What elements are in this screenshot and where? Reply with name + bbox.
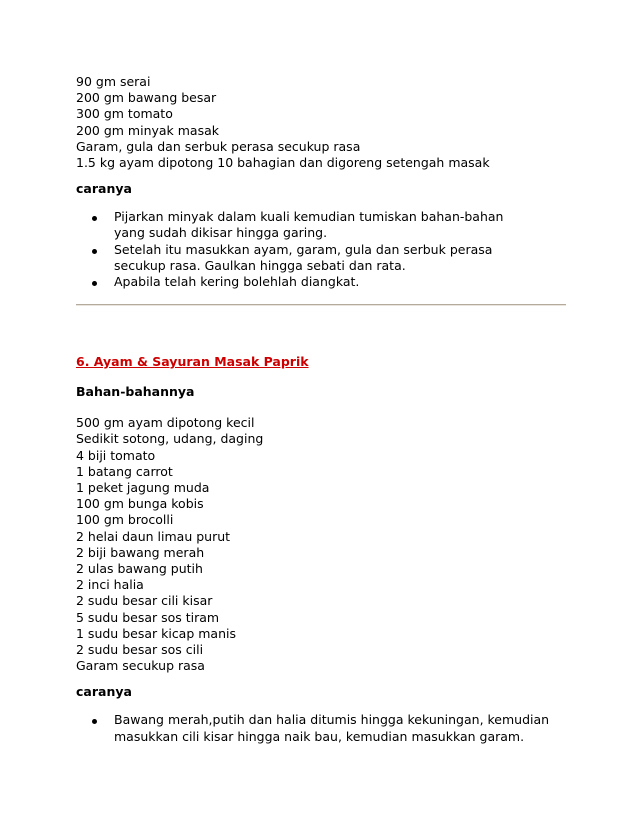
ingredient-line: 2 inci halia [76, 577, 144, 593]
method-step [76, 712, 554, 744]
step-text: Pijarkan minyak dalam kuali kemudian tumiskan bahan-bahan yang sudah dikisar hingga garing. [114, 209, 504, 241]
horizontal-divider [76, 304, 566, 306]
ingredient-line: 200 gm bawang besar [76, 90, 217, 106]
step-text: Bawang merah,putih dan halia ditumis hingga kekuningan, kemudian masukkan cili kisar hingga naik bau, kemudian masukkan garam. [114, 712, 550, 744]
method-steps [76, 712, 554, 744]
ingredient-line: 2 biji bawang merah [76, 544, 205, 560]
ingredient-line: 100 gm bunga kobis [76, 496, 204, 512]
ingredient-line: 2 sudu besar sos cili [76, 642, 204, 658]
ingredient-line: 1 batang carrot [76, 463, 173, 479]
ingredient-line: 1 peket jagung muda [76, 480, 210, 496]
section-title[interactable]: 6. Ayam & Sayuran Masak Paprik [76, 354, 309, 370]
ingredient-list [76, 415, 566, 674]
method-heading: caranya [76, 684, 132, 700]
ingredient-line: 2 helai daun limau purut [76, 528, 231, 544]
ingredient-list [76, 74, 566, 171]
bullet-icon [92, 719, 97, 724]
ingredient-line: Sedikit sotong, udang, daging [76, 431, 264, 447]
ingredient-line: 200 gm minyak masak [76, 122, 220, 138]
method-step [76, 242, 526, 274]
bullet-icon [92, 281, 97, 286]
method-steps [76, 209, 526, 290]
bullet-icon [92, 216, 97, 221]
ingredient-line: 4 biji tomato [76, 447, 156, 463]
recipe-page [76, 74, 566, 745]
ingredient-line: 1.5 kg ayam dipotong 10 bahagian dan digoreng setengah masak [76, 155, 490, 171]
method-step [76, 209, 526, 241]
bullet-icon [92, 249, 97, 254]
step-text: Apabila telah kering bolehlah diangkat. [114, 274, 360, 290]
ingredient-line: 500 gm ayam dipotong kecil [76, 415, 255, 431]
ingredient-line: 2 sudu besar cili kisar [76, 593, 213, 609]
ingredients-heading: Bahan-bahannya [76, 384, 195, 400]
ingredient-line: 2 ulas bawang putih [76, 561, 203, 577]
method-step [76, 274, 526, 290]
step-text: Setelah itu masukkan ayam, garam, gula dan serbuk perasa secukup rasa. Gaulkan hingga sebati dan rata. [114, 241, 493, 273]
ingredient-line: 300 gm tomato [76, 106, 173, 122]
ingredient-line: Garam secukup rasa [76, 658, 205, 674]
ingredient-line: Garam, gula dan serbuk perasa secukup rasa [76, 138, 361, 154]
ingredient-line: 100 gm brocolli [76, 512, 174, 528]
method-heading: caranya [76, 181, 132, 197]
ingredient-line: 90 gm serai [76, 74, 151, 89]
ingredient-line: 1 sudu besar kicap manis [76, 625, 236, 641]
ingredient-line: 5 sudu besar sos tiram [76, 609, 220, 625]
